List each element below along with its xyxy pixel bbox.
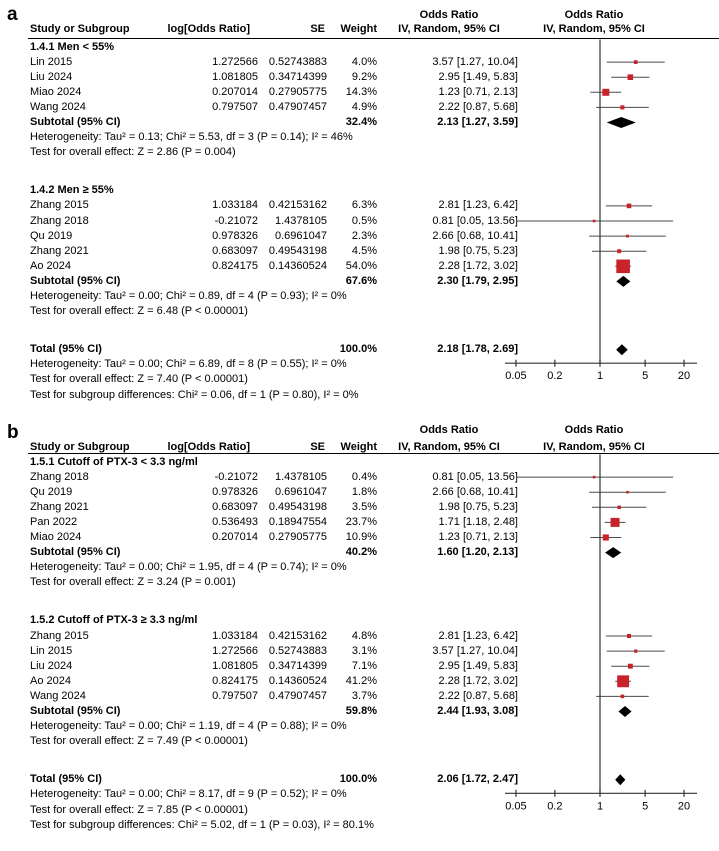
subgroup-title: 1.4.1 Men < 55% [30, 40, 115, 53]
weight-value: 14.3% [345, 85, 377, 98]
or-ci-value: 2.22 [0.87, 5.68] [438, 100, 518, 113]
study-row [0, 689, 719, 704]
or-ci-value: 0.81 [0.05, 13.56] [432, 470, 518, 483]
se-value: 0.49543198 [268, 500, 327, 513]
or-ci-value: 1.98 [0.75, 5.23] [438, 500, 518, 513]
panel-b-label: b [7, 422, 19, 443]
stat-note: Test for overall effect: Z = 7.49 (P < 0.00001) [30, 735, 248, 748]
subgroup-title: 1.5.2 Cutoff of PTX-3 ≥ 3.3 ng/ml [30, 614, 198, 627]
study-row [0, 629, 719, 644]
se-value: 0.14360524 [268, 259, 327, 272]
or-ci-value: 1.23 [0.71, 2.13] [438, 531, 518, 543]
total-or-ci: 2.18 [1.78, 2.69] [437, 343, 518, 356]
study-label: Liu 2024 [30, 70, 73, 83]
stat-note: Test for overall effect: Z = 2.86 (P = 0.004) [30, 146, 236, 159]
study-row [0, 470, 719, 485]
se-value: 0.47907457 [268, 689, 327, 702]
subtotal-row [0, 545, 719, 560]
plot-header-orci-a: IV, Random, 95% CI [543, 23, 645, 35]
study-label: Qu 2019 [30, 229, 73, 242]
study-label: Miao 2024 [30, 85, 82, 98]
subtotal-or-ci: 2.13 [1.27, 3.59] [437, 116, 518, 128]
note-row [0, 560, 719, 575]
axis-tick-label: 20 [677, 800, 691, 813]
log-odds-ratio-value: 0.978326 [212, 485, 258, 498]
note-row [0, 734, 719, 749]
or-ci-value: 2.66 [0.68, 10.41] [432, 229, 518, 242]
weight-value: 54.0% [345, 259, 377, 272]
subgroup-title: 1.5.1 Cutoff of PTX-3 < 3.3 ng/ml [30, 455, 198, 468]
or-ci-value: 3.57 [1.27, 10.04] [432, 644, 518, 657]
total-weight: 100.0% [339, 773, 377, 786]
note-row [0, 357, 719, 372]
log-odds-ratio-value: -0.21072 [214, 214, 258, 227]
note-row [0, 719, 719, 734]
or-ci-value: 1.98 [0.75, 5.23] [438, 244, 518, 257]
stat-note: Heterogeneity: Tau² = 0.13; Chi² = 5.53, df = 3 (P = 0.14); I² = 46% [30, 131, 353, 144]
weight-value: 4.0% [351, 55, 377, 68]
subtotal-label: Subtotal (95% CI) [30, 274, 121, 287]
weight-value: 4.9% [351, 100, 377, 113]
log-odds-ratio-value: 1.081805 [212, 70, 258, 83]
weight-value: 4.5% [351, 244, 377, 257]
col-header-logor-b: log[Odds Ratio] [167, 441, 250, 453]
study-label: Zhang 2021 [30, 244, 89, 257]
col-header-orci-a: IV, Random, 95% CI [398, 23, 500, 35]
study-row [0, 674, 719, 689]
subtotal-label: Subtotal (95% CI) [30, 705, 121, 717]
weight-value: 10.9% [345, 531, 377, 543]
subtotal-weight: 32.4% [345, 116, 377, 128]
se-value: 0.27905775 [268, 85, 327, 98]
or-ci-value: 2.28 [1.72, 3.02] [438, 674, 518, 687]
stat-note: Test for subgroup differences: Chi² = 0.06, df = 1 (P = 0.80), I² = 0% [30, 388, 359, 401]
subtotal-or-ci: 1.60 [1.20, 2.13] [437, 546, 518, 559]
se-value: 0.27905775 [268, 531, 327, 543]
se-value: 1.4378105 [275, 470, 327, 483]
se-value: 0.14360524 [268, 674, 327, 687]
total-or-ci: 2.06 [1.72, 2.47] [437, 773, 518, 786]
axis-tick-label: 1 [596, 800, 604, 813]
study-label: Qu 2019 [30, 485, 73, 498]
stat-note: Test for subgroup differences: Chi² = 5.02, df = 1 (P = 0.03), I² = 80.1% [30, 818, 374, 831]
or-ci-value: 2.95 [1.49, 5.83] [438, 659, 518, 672]
log-odds-ratio-value: -0.21072 [214, 470, 258, 483]
log-odds-ratio-value: 1.033184 [212, 629, 258, 642]
weight-value: 4.8% [351, 629, 377, 642]
study-label: Wang 2024 [30, 100, 86, 113]
study-row [0, 229, 719, 244]
note-row [0, 304, 719, 319]
axis-tick-label: 20 [677, 370, 691, 383]
stat-note: Test for overall effect: Z = 7.40 (P < 0.00001) [30, 373, 248, 386]
weight-value: 23.7% [345, 515, 377, 528]
se-value: 0.42153162 [268, 629, 327, 642]
log-odds-ratio-value: 0.824175 [212, 259, 258, 272]
log-odds-ratio-value: 0.797507 [212, 689, 258, 702]
se-value: 0.34714399 [268, 70, 327, 83]
or-title-plot-col-b: Odds Ratio [564, 424, 624, 436]
panel-a-label: a [7, 4, 18, 25]
col-header-se-a: SE [310, 23, 325, 35]
axis-tick-label: 0.2 [547, 370, 563, 383]
or-ci-value: 2.81 [1.23, 6.42] [438, 629, 518, 642]
study-label: Miao 2024 [30, 531, 82, 543]
study-row [0, 500, 719, 515]
study-label: Lin 2015 [30, 644, 73, 657]
weight-value: 3.1% [351, 644, 377, 657]
subtotal-label: Subtotal (95% CI) [30, 546, 121, 559]
se-value: 1.4378105 [275, 214, 327, 227]
study-row [0, 198, 719, 213]
plot-header-orci-b: IV, Random, 95% CI [543, 441, 645, 453]
study-label: Zhang 2018 [30, 470, 89, 483]
weight-value: 3.7% [351, 689, 377, 702]
study-label: Liu 2024 [30, 659, 73, 672]
se-value: 0.6961047 [275, 485, 327, 498]
subtotal-or-ci: 2.30 [1.79, 2.95] [437, 274, 518, 287]
study-label: Pan 2022 [30, 515, 78, 528]
subtotal-weight: 67.6% [345, 274, 377, 287]
subtotal-row [0, 274, 719, 289]
study-row [0, 485, 719, 500]
weight-value: 41.2% [345, 674, 377, 687]
or-ci-value: 0.81 [0.05, 13.56] [432, 214, 518, 227]
study-row [0, 214, 719, 229]
study-label: Zhang 2015 [30, 629, 89, 642]
total-row [0, 772, 719, 787]
stat-note: Heterogeneity: Tau² = 0.00; Chi² = 1.19, df = 4 (P = 0.88); I² = 0% [30, 720, 347, 733]
or-ci-value: 3.57 [1.27, 10.04] [432, 55, 518, 68]
group-row [0, 613, 719, 628]
log-odds-ratio-value: 0.207014 [212, 531, 258, 543]
axis-tick-label: 1 [596, 370, 604, 383]
or-ci-value: 2.66 [0.68, 10.41] [432, 485, 518, 498]
se-value: 0.18947554 [268, 515, 327, 528]
log-odds-ratio-value: 0.824175 [212, 674, 258, 687]
note-row [0, 372, 719, 387]
or-ci-value: 1.23 [0.71, 2.13] [438, 85, 518, 98]
log-odds-ratio-value: 1.033184 [212, 199, 258, 212]
note-row [0, 388, 719, 403]
weight-value: 0.5% [351, 214, 377, 227]
se-value: 0.47907457 [268, 100, 327, 113]
study-row [0, 244, 719, 259]
or-ci-value: 2.22 [0.87, 5.68] [438, 689, 518, 702]
weight-value: 3.5% [351, 500, 377, 513]
log-odds-ratio-value: 0.683097 [212, 500, 258, 513]
col-header-weight-a: Weight [340, 23, 377, 35]
weight-value: 7.1% [351, 659, 377, 672]
log-odds-ratio-value: 1.272566 [212, 55, 258, 68]
weight-value: 0.4% [351, 470, 377, 483]
stat-note: Heterogeneity: Tau² = 0.00; Chi² = 6.89, df = 8 (P = 0.55); I² = 0% [30, 358, 347, 371]
se-value: 0.49543198 [268, 244, 327, 257]
study-row [0, 515, 719, 530]
total-label: Total (95% CI) [30, 343, 102, 356]
stat-note: Heterogeneity: Tau² = 0.00; Chi² = 8.17, df = 9 (P = 0.52); I² = 0% [30, 788, 347, 801]
axis-tick-label: 5 [642, 370, 649, 383]
se-value: 0.52743883 [268, 644, 327, 657]
col-header-weight-b: Weight [340, 441, 377, 453]
stat-note: Heterogeneity: Tau² = 0.00; Chi² = 1.95, df = 4 (P = 0.74); I² = 0% [30, 561, 347, 574]
log-odds-ratio-value: 0.536493 [212, 515, 258, 528]
note-row [0, 575, 719, 590]
study-label: Ao 2024 [30, 674, 71, 687]
study-label: Zhang 2015 [30, 199, 89, 212]
note-row [0, 803, 719, 818]
note-row [0, 145, 719, 160]
group-row [0, 183, 719, 198]
se-value: 0.52743883 [268, 55, 327, 68]
col-header-se-b: SE [310, 441, 325, 453]
study-row [0, 70, 719, 85]
col-header-study-a: Study or Subgroup [30, 23, 130, 35]
axis-tick-label: 0.05 [505, 370, 527, 383]
total-weight: 100.0% [339, 343, 377, 356]
subtotal-or-ci: 2.44 [1.93, 3.08] [437, 705, 518, 717]
subtotal-row [0, 115, 719, 130]
subtotal-row [0, 704, 719, 719]
study-label: Lin 2015 [30, 55, 73, 68]
study-row [0, 55, 719, 70]
col-header-study-b: Study or Subgroup [30, 441, 130, 453]
stat-note: Test for overall effect: Z = 7.85 (P < 0.00001) [30, 803, 248, 816]
weight-value: 2.3% [351, 229, 377, 242]
study-row [0, 259, 719, 274]
log-odds-ratio-value: 0.207014 [212, 85, 258, 98]
group-row [0, 455, 719, 470]
axis-tick-label: 5 [642, 800, 649, 813]
or-title-text-col-b: Odds Ratio [419, 424, 479, 436]
study-row [0, 530, 719, 545]
study-row [0, 644, 719, 659]
or-ci-value: 2.95 [1.49, 5.83] [438, 70, 518, 83]
study-label: Ao 2024 [30, 259, 71, 272]
subtotal-weight: 40.2% [345, 546, 377, 559]
or-title-plot-col-a: Odds Ratio [564, 9, 624, 21]
total-label: Total (95% CI) [30, 773, 102, 786]
study-label: Zhang 2021 [30, 500, 89, 513]
axis-tick-label: 0.2 [547, 800, 563, 813]
stat-note: Test for overall effect: Z = 3.24 (P = 0.001) [30, 576, 236, 589]
se-value: 0.6961047 [275, 229, 327, 242]
study-label: Zhang 2018 [30, 214, 89, 227]
weight-value: 6.3% [351, 199, 377, 212]
log-odds-ratio-value: 1.081805 [212, 659, 258, 672]
log-odds-ratio-value: 0.978326 [212, 229, 258, 242]
subtotal-weight: 59.8% [345, 705, 377, 717]
stat-note: Test for overall effect: Z = 6.48 (P < 0.00001) [30, 305, 248, 318]
study-row [0, 659, 719, 674]
or-ci-value: 1.71 [1.18, 2.48] [438, 515, 518, 528]
group-row [0, 40, 719, 55]
note-row [0, 787, 719, 802]
weight-value: 9.2% [351, 70, 377, 83]
weight-value: 1.8% [351, 485, 377, 498]
study-row [0, 85, 719, 100]
study-label: Wang 2024 [30, 689, 86, 702]
or-ci-value: 2.28 [1.72, 3.02] [438, 259, 518, 272]
subtotal-label: Subtotal (95% CI) [30, 116, 121, 128]
log-odds-ratio-value: 0.797507 [212, 100, 258, 113]
total-row [0, 342, 719, 357]
se-value: 0.34714399 [268, 659, 327, 672]
axis-tick-label: 0.05 [505, 800, 527, 813]
note-row [0, 130, 719, 145]
note-row [0, 818, 719, 833]
col-header-orci-b: IV, Random, 95% CI [398, 441, 500, 453]
or-title-text-col-a: Odds Ratio [419, 9, 479, 21]
or-ci-value: 2.81 [1.23, 6.42] [438, 199, 518, 212]
log-odds-ratio-value: 1.272566 [212, 644, 258, 657]
stat-note: Heterogeneity: Tau² = 0.00; Chi² = 0.89, df = 4 (P = 0.93); I² = 0% [30, 290, 347, 302]
subgroup-title: 1.4.2 Men ≥ 55% [30, 184, 114, 197]
col-header-logor-a: log[Odds Ratio] [167, 23, 250, 35]
log-odds-ratio-value: 0.683097 [212, 244, 258, 257]
se-value: 0.42153162 [268, 199, 327, 212]
note-row [0, 289, 719, 304]
study-row [0, 100, 719, 115]
